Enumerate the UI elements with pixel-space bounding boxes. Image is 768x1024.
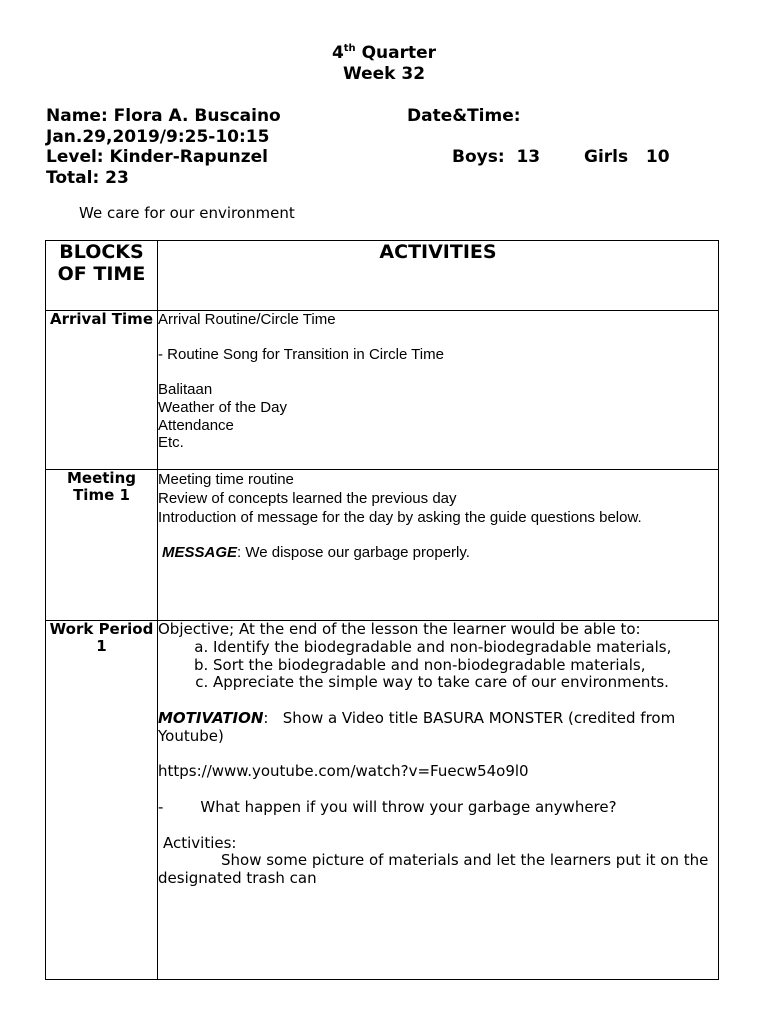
total-count: Total: 23 [46,167,129,188]
week-title: Week 32 [342,64,426,84]
question-text: What happen if you will throw your garbage anywhere? [200,797,617,816]
lesson-plan-table [45,240,719,980]
table-row-meeting [46,470,719,621]
work-period-activities [158,621,719,980]
message-label: MESSAGE [162,544,238,562]
motivation-line [158,710,718,746]
teacher-name: Name: Flora A. Buscaino [46,106,281,126]
meeting-routine-line: Meeting time routine [158,471,294,488]
arrival-routine-line: Arrival Routine/Circle Time [158,311,336,328]
row-label-meeting-time: Meeting Time 1 [46,470,158,621]
datetime-label: Date&Time: [407,106,521,126]
routine-song-line: - Routine Song for Transition in Circle Time [158,346,444,364]
quarter-title [0,43,768,64]
table-row-work-period [46,621,719,980]
row-label-arrival-time: Arrival Time [46,311,158,470]
motivation-text: : Show a Video title BASURA MONSTER (credited from Youtube) [158,708,680,745]
objective-item: c. Appreciate the simple way to take care of our environments. [213,674,718,692]
page-header [0,43,768,85]
girls-count: Girls 10 [584,147,670,167]
boys-count: Boys: 13 [452,147,541,167]
question-dash: - [158,797,164,816]
blocks-of-time-header: BLOCKS OF TIME [46,241,158,311]
message-text: : We dispose our garbage properly. [237,544,470,562]
etc-line: Etc. [158,434,184,452]
arrival-activities [158,311,719,470]
meeting-activities [158,470,719,621]
objective-line: Objective; At the end of the lesson the learner would be able to: [158,620,641,638]
quarter-word: Quarter [361,43,437,63]
attendance-line: Attendance [158,416,234,434]
video-link[interactable]: https://www.youtube.com/watch?v=Fuecw54o9l0 [158,762,529,781]
teacher-info [46,106,726,188]
row-label-work-period: Work Period 1 [46,621,158,980]
activities-text: Show some picture of materials and let the learners put it on the designated trash can [158,851,709,888]
balitaan-line: Balitaan [158,381,213,399]
activities-header: ACTIVITIES [158,241,719,311]
weather-line: Weather of the Day [158,398,287,416]
introduction-line: Introduction of message for the day by asking the guide questions below. [158,509,642,527]
objective-item: b. Sort the biodegradable and non-biodegradable materials, [213,657,718,675]
quarter-number: 4 [331,43,344,63]
datetime-value: Jan.29,2019/9:25-10:15 [46,126,270,147]
objective-item: a. Identify the biodegradable and non-biodegradable materials, [213,639,718,657]
class-level: Level: Kinder-Rapunzel [46,147,268,167]
objectives-list [158,639,718,692]
table-row-arrival [46,311,719,470]
lesson-theme: We care for our environment [79,204,295,222]
quarter-ordinal-suffix: th [343,43,356,54]
guide-question [158,799,718,817]
table-header-row [46,241,719,311]
activities-label: Activities: [163,833,237,852]
message-line [158,544,718,562]
motivation-label: MOTIVATION [158,708,264,727]
review-line: Review of concepts learned the previous day [158,490,457,508]
